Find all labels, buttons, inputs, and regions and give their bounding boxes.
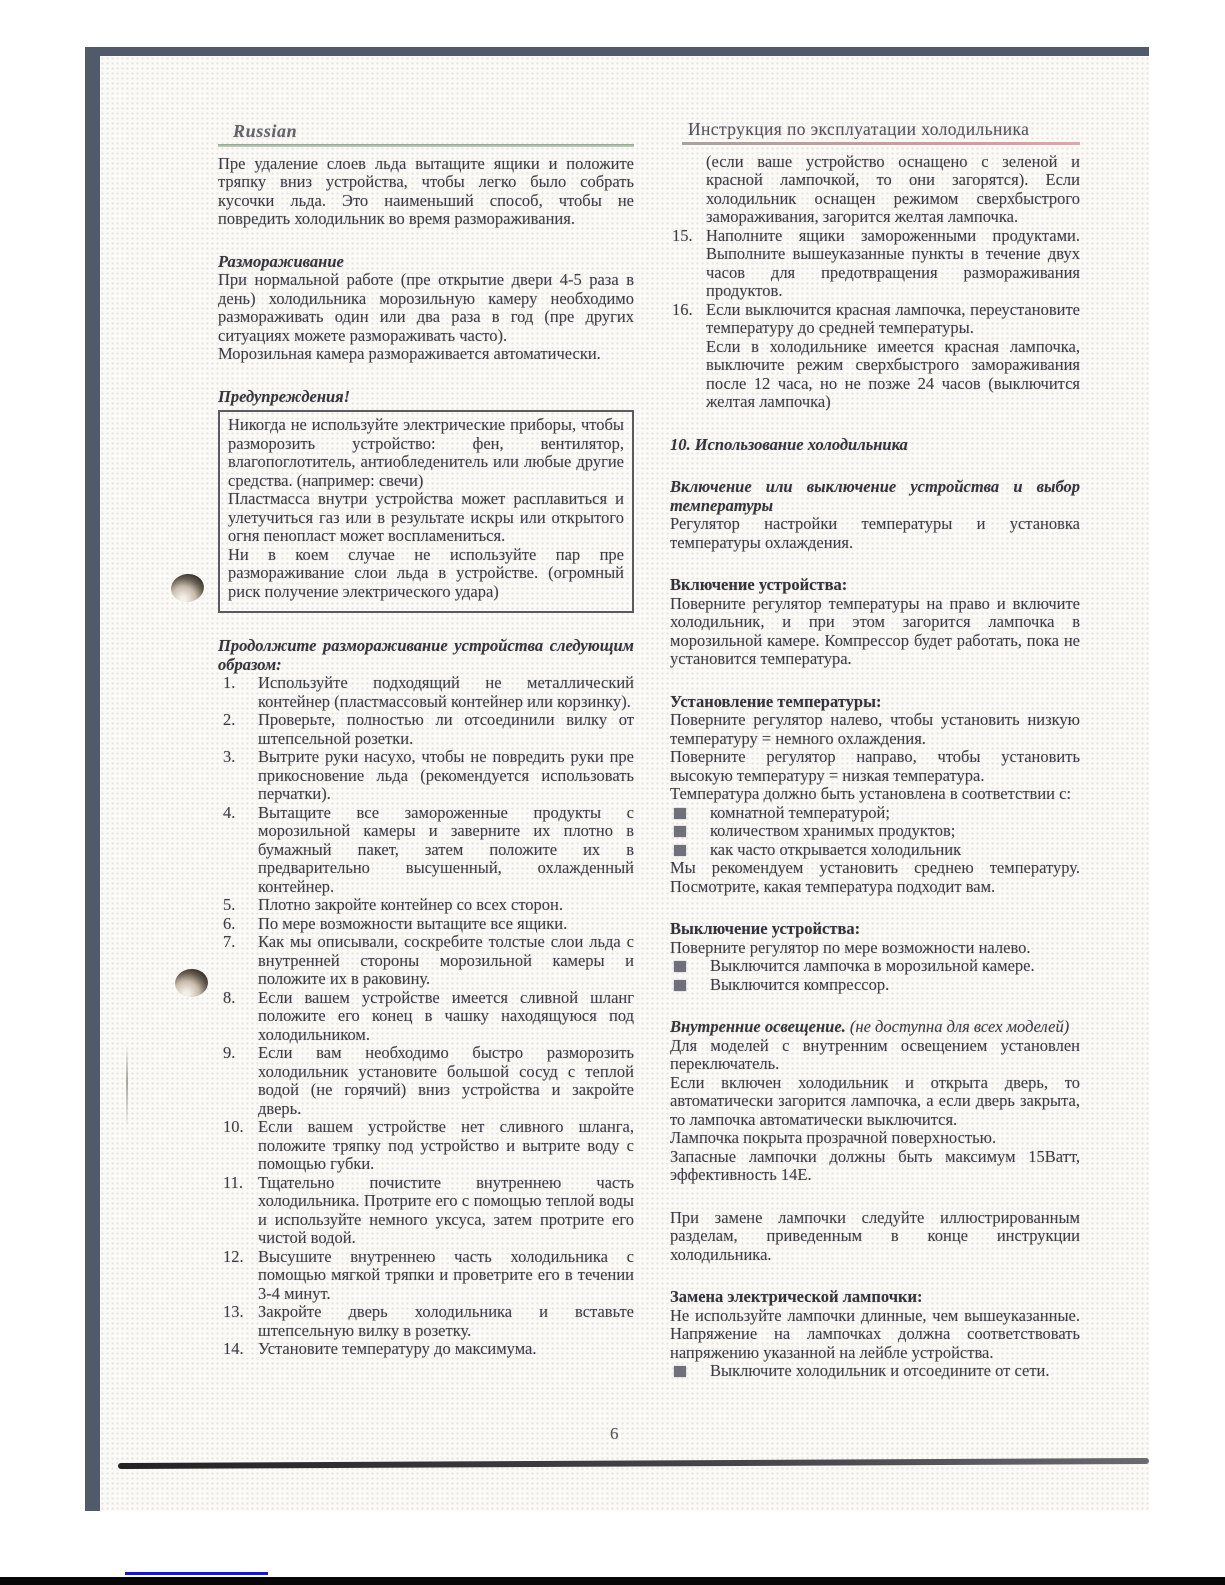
heading-continue-defrost: Продолжите размораживание устройства следующим образом: — [218, 636, 634, 674]
paragraph-auto-defrost: Морозильная камера размораживается автоматически. — [218, 344, 601, 363]
bullet-item-text: как часто открывается холодильник — [710, 839, 962, 859]
bullet-item-text: Выключите холодильник и отсоедините от сети. — [710, 1361, 1050, 1380]
bullet-item-text: Выключится лампочка в морозильной камере. — [710, 956, 1035, 975]
bullet-item-text: количеством хранимых продуктов; — [710, 821, 956, 840]
bullet-square-icon — [674, 1366, 686, 1377]
list-item — [218, 933, 634, 989]
paragraph-regulator: Регулятор настройки температуры и установка температуры охлаждения. — [670, 514, 1080, 552]
heading-usage-section: 10. Использование холодильника — [670, 434, 908, 454]
heading-interior-light-main: Внутренние освещение. — [670, 1017, 846, 1036]
list-item-number: 15. — [672, 225, 693, 245]
heading-switch-on: Включение устройства: — [670, 575, 848, 594]
list-item-number: 5. — [223, 895, 236, 914]
list-item — [218, 1248, 634, 1304]
list-item — [218, 674, 634, 711]
list-item-text: Проверьте, полностью ли отсоединили вилку от штепсельной розетки. — [258, 710, 634, 748]
list-item-number: 1. — [223, 673, 236, 692]
bullet-square-icon — [674, 845, 686, 856]
warning-box — [218, 410, 634, 613]
list-item-number: 9. — [223, 1043, 236, 1062]
list-item-text: Если вашем устройстве нет сливного шланга, положите тряпку под устройство и вытрите воду с помощью губки. — [258, 1117, 634, 1173]
footer-black-bar — [0, 1577, 1225, 1585]
list-item — [670, 227, 1080, 301]
bullet-item-row — [670, 841, 1080, 860]
list-item — [218, 1303, 634, 1340]
list-item — [218, 1044, 634, 1118]
list-item-text: Как мы описывали, соскребите толстые слои льда с внутренней стороны морозильной камеры и положите их в раковину. — [258, 932, 634, 988]
paragraph-set-temp-right: Поверните регулятор направо, чтобы установить высокую температуру = низкая температура. — [670, 747, 1080, 785]
header-underline-right — [682, 142, 1080, 145]
paragraph-recommend-temp: Мы рекомендуем установить среднею температуру. Посмотрите, какая температура подходит вам. — [670, 858, 1080, 896]
list-item-text: Тщательно почистите внутреннею часть холодильника. Протрите его с помощью теплой воды и используйте немного уксуса, затем протрите его чистой водой. — [258, 1172, 634, 1247]
list-item-text: Вытащите все замороженные продукты с морозильной камеры и заверните их плотно в бумажный пакет, затем положите их в предварительно высушенный, охлажденный контейнер. — [258, 802, 634, 896]
list-item-text-part1: Если выключится красная лампочка, переустановите температуру до средней температуры. — [706, 299, 1080, 337]
bullet-item-row — [670, 976, 1080, 995]
language-header: Russian — [233, 121, 298, 141]
list-item — [218, 711, 634, 748]
paragraph-set-temp-accord: Температура должно быть установлена в соответствии с: — [670, 784, 1072, 803]
warning-text-1: Никогда не используйте электрические приборы, чтобы разморозить устройство: фен, вентилятор, влагопоглотитель, антиобледенитель или любые другие средства. (например: свечи) — [228, 415, 624, 490]
defrost-steps-list — [218, 674, 634, 1359]
paragraph-light-switch: Для моделей с внутренним освещением установлен переключатель. — [670, 1035, 1080, 1073]
list-item — [218, 1174, 634, 1248]
heading-warnings: Предупреждения! — [218, 386, 351, 406]
bullet-item-row — [670, 804, 1080, 823]
list-item-text: Плотно закройте контейнер со всех сторон. — [258, 895, 564, 914]
heading-interior-light — [670, 1018, 1080, 1037]
warning-text-2: Пластмасса внутри устройства может расплавиться и улетучиться газ или в результате искры или открытого огня пенопласт может воспламениться. — [228, 489, 624, 545]
heading-on-off-temp: Включение или выключение устройства и выбор температуры — [670, 477, 1080, 515]
heading-replace-bulb: Замена электрической лампочки: — [670, 1287, 923, 1306]
heading-interior-light-note: (не доступна для всех моделей) — [849, 1017, 1070, 1036]
paragraph-replace-note: При замене лампочки следуйте иллюстрированным разделам, приведенным в конце инструкции холодильника. — [670, 1207, 1080, 1264]
list-item — [670, 301, 1080, 412]
paragraph-light-door: Если включен холодильник и открыта дверь, то автоматически загорится лампочка, а если дверь закрыта, то лампочка автоматически выключится. — [670, 1072, 1080, 1129]
list-item-number: 11. — [223, 1172, 244, 1192]
list-item-number: 4. — [223, 802, 236, 822]
list-item-number: 13. — [223, 1302, 244, 1321]
list-item — [218, 915, 634, 934]
paragraph-switch-off: Поверните регулятор по мере возможности налево. — [670, 937, 1031, 957]
footer-blue-line — [125, 1572, 268, 1575]
list-item-text: Используйте подходящий не металлический контейнер (пластмассовый контейнер или корзинку). — [258, 673, 634, 711]
list-item-text: Высушите внутреннею часть холодильника с помощью мягкой тряпки и проветрите его в течении 3-4 минут. — [258, 1246, 634, 1303]
heading-switch-off: Выключение устройства: — [670, 919, 861, 938]
list-item-text: Наполните ящики замороженными продуктами. Выполните вышеуказанные пункты в течение двух часов для предотвращения размораживания продуктов. — [706, 225, 1080, 300]
list-item-text: Закройте дверь холодильника и вставьте штепсельную вилку в розетку. — [258, 1302, 634, 1340]
paragraph-lamps-note: (если ваше устройство оснащено с зеленой и красной лампочкой, то они загорятся). Если холодильник оснащен режимом сверхбыстрого замораживания, загорится желтая лампочка. — [706, 151, 1080, 226]
left-column — [218, 122, 634, 1359]
list-item-number: 8. — [223, 987, 236, 1007]
list-item-number: 3. — [223, 747, 236, 766]
heading-defrosting: Размораживание — [218, 251, 344, 271]
bullet-item-row — [670, 822, 1080, 841]
list-item-text: Если вам необходимо быстро разморозить холодильник установите большой сосуд с теплой водой (не горячий) вниз устройства и закройте дверь. — [258, 1043, 634, 1118]
list-item-text: Вытрите руки насухо, чтобы не повредить руки пре прикосновение льда (рекомендуется использовать перчатки). — [258, 747, 634, 803]
list-item-number: 7. — [223, 932, 236, 951]
header-underline-left — [218, 144, 634, 147]
list-item-text: По мере возможности вытащите все ящики. — [258, 913, 568, 933]
bullet-square-icon — [674, 808, 686, 819]
paragraph-defrost-intro: Пре удаление слоев льда вытащите ящики и положите тряпку вниз устройства, чтобы легко было собрать кусочки льда. Это наименьший способ, чтобы не повредить холодильник во время размораживания. — [218, 153, 634, 228]
list-item-number: 2. — [223, 710, 236, 729]
paragraph-light-cover: Лампочка покрыта прозрачной поверхностью. — [670, 1128, 997, 1147]
bullet-square-icon — [674, 826, 686, 837]
right-column — [670, 120, 1080, 1381]
paragraph-replace-bulb: Не используйте лампочки длинные, чем вышеуказанные. Напряжение на лампочках должна соответствовать напряжению указанной на лейбле устройства. — [670, 1305, 1080, 1362]
list-item — [218, 1340, 634, 1359]
defrost-steps-list-continued — [670, 227, 1080, 412]
list-item-number: 10. — [223, 1117, 244, 1136]
list-item — [218, 748, 634, 804]
paragraph-switch-on: Поверните регулятор температуры на право и включите холодильник, и при этом загорится лампочка в морозильной камере. Компрессор будет работать, пока не установится температура. — [670, 593, 1080, 668]
list-item-number: 6. — [223, 913, 236, 933]
list-item-text: Если вашем устройстве имеется сливной шланг положите его конец в чашку находящуюся под холодильником. — [258, 987, 634, 1044]
heading-set-temperature: Установление температуры: — [670, 691, 882, 711]
bullet-item-row — [670, 1362, 1080, 1381]
paragraph-light-spare: Запасные лампочки должны быть максимум 15Ватт, эффективность 14Е. — [670, 1146, 1080, 1184]
list-item — [218, 804, 634, 897]
list-item-text — [706, 301, 1080, 412]
list-item-text: Установите температуру до максимума. — [258, 1339, 537, 1358]
warning-text-3: Ни в коем случае не используйте пар пре размораживание слои льда в устройстве. (огромный риск получение электрического удара) — [228, 544, 624, 601]
bullet-item-text: Выключится компрессор. — [710, 974, 890, 994]
list-item — [218, 896, 634, 915]
manual-title-header: Инструкция по эксплуатации холодильника — [688, 119, 1030, 139]
list-item — [218, 989, 634, 1045]
list-item-number: 12. — [223, 1246, 244, 1266]
bullet-square-icon — [674, 961, 686, 972]
list-item-number: 14. — [223, 1339, 244, 1358]
paper-fold-line — [126, 1046, 128, 1124]
list-item-text-part2: Если в холодильнике имеется красная лампочка, выключите режим сверхбыстрого замораживания после 12 часа, но не позже 24 часов (выключится желтая лампочка) — [706, 336, 1080, 411]
bullet-item-text: комнатной температурой; — [710, 802, 890, 822]
page-number: 6 — [610, 1424, 619, 1443]
paragraph-set-temp-left: Поверните регулятор налево, чтобы установить низкую температуру = немного охлаждения. — [670, 710, 1080, 748]
list-item-number: 16. — [672, 299, 693, 319]
bullet-item-row — [670, 957, 1080, 976]
list-item — [218, 1118, 634, 1174]
paragraph-defrost-schedule: При нормальной работе (пре открытие двери 4-5 раза в день) холодильника морозильную камеру необходимо размораживать один или два раза в год (пре других ситуациях можете размораживать часто). — [218, 270, 634, 345]
bullet-square-icon — [674, 980, 686, 991]
